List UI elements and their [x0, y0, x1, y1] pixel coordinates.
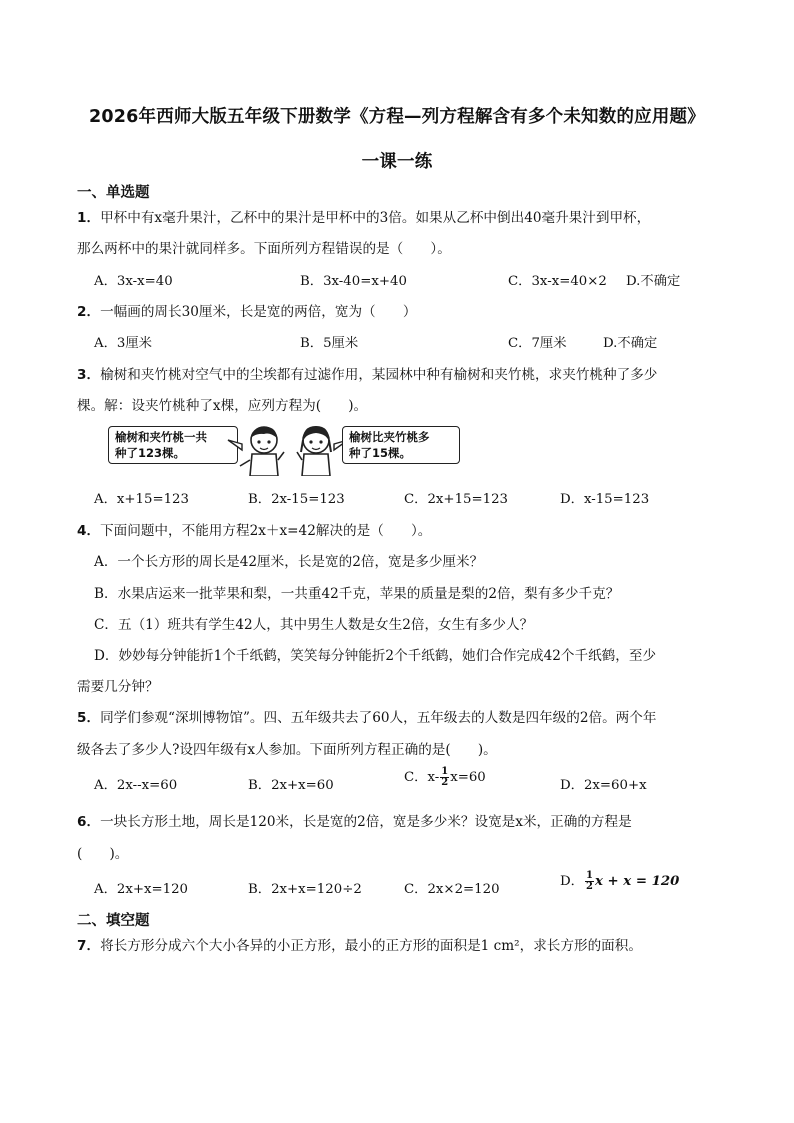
question-3-line-2: 棵。解：设夹竹桃种了x棵，应列方程为( )。 [77, 398, 368, 414]
speech-bubble-right [342, 426, 460, 464]
q3-option-a[interactable]: A．x+15=123 [94, 492, 189, 507]
question-1-line-1 [77, 206, 650, 226]
q1-option-d[interactable]: D.不确定 [626, 274, 681, 289]
page-title: 2026年西师大版五年级下册数学《方程—列方程解含有多个未知数的应用题》 [89, 107, 705, 127]
question-text: 同学们参观“深圳博物馆”。四、五年级共去了60人，五年级去的人数是四年级的2倍。两个年 [100, 710, 657, 726]
q3-option-b[interactable]: B．2x-15=123 [248, 492, 345, 507]
fraction-half [440, 767, 449, 788]
q6-option-c[interactable]: C．2x×2=120 [404, 882, 500, 897]
q4-option-a[interactable]: A．一个长方形的周长是42厘米，长是宽的2倍，宽是多少厘米？ [94, 554, 484, 570]
option-suffix: x=60 [450, 770, 486, 785]
question-5-line-1 [77, 706, 656, 726]
q3-option-d[interactable]: D．x-15=123 [560, 492, 650, 507]
question-text: 下面问题中，不能用方程2x＋x=42解决的是（ ）。 [100, 523, 432, 539]
section-heading-fill-blank: 二、填空题 [77, 913, 150, 929]
q5-option-b[interactable]: B．2x+x=60 [248, 778, 334, 793]
q5-option-c[interactable] [404, 766, 486, 788]
equation-text: x + x = 120 [594, 874, 680, 889]
q6-option-b[interactable]: B．2x+x=120÷2 [248, 882, 362, 897]
fraction-denominator: 2 [585, 881, 593, 892]
fraction-numerator: 1 [441, 766, 449, 777]
question-number: 3． [77, 367, 101, 383]
question-6-line-1 [77, 810, 632, 830]
q5-option-d[interactable]: D．2x=60+x [560, 778, 647, 793]
q4-option-c[interactable]: C．五（1）班共有学生42人，其中男生人数是女生2倍，女生有多少人？ [94, 617, 534, 633]
q1-option-c[interactable]: C．3x-x=40×2 [508, 274, 607, 289]
bubble-line: 种了15棵。 [349, 446, 412, 460]
question-text: 榆树和夹竹桃对空气中的尘埃都有过滤作用，某园林中种有榆树和夹竹桃，求夹竹桃种了多少 [100, 367, 658, 383]
question-3-line-1 [77, 363, 657, 383]
boy-illustration [226, 422, 288, 476]
question-number: 4． [77, 523, 101, 539]
q4-option-d-line-1[interactable]: D．妙妙每分钟能折1个千纸鹤，笑笑每分钟能折2个千纸鹤，她们合作完成42个千纸鹤，至少 [94, 648, 657, 664]
q3-option-c[interactable]: C．2x+15=123 [404, 492, 509, 507]
q2-option-a[interactable]: A．3厘米 [94, 336, 152, 351]
page-subtitle: 一课一练 [361, 152, 433, 172]
fraction-half [585, 871, 594, 892]
q6-option-d[interactable] [560, 870, 679, 892]
bubble-line: 种了123棵。 [115, 446, 186, 460]
question-6-line-2: ( )。 [77, 846, 129, 862]
q4-option-b[interactable]: B．水果店运来一批苹果和梨，一共重42千克，苹果的质量是梨的2倍，梨有多少千克？ [94, 586, 620, 602]
option-prefix: C．x- [404, 770, 440, 785]
section-heading-single-choice: 一、单选题 [77, 185, 150, 201]
question-text: 一块长方形土地，周长是120米，长是宽的2倍，宽是多少米？设宽是x米，正确的方程是 [100, 814, 632, 830]
q1-option-b[interactable]: B．3x-40=x+40 [300, 274, 407, 289]
q2-option-d[interactable]: D.不确定 [603, 336, 658, 351]
q2-option-b[interactable]: B．5厘米 [300, 336, 359, 351]
question-text: 一幅画的周长30厘米，长是宽的两倍，宽为（ ） [100, 304, 417, 320]
question-number: 7． [77, 938, 101, 954]
option-prefix: D． [560, 874, 584, 889]
question-number: 6． [77, 814, 101, 830]
question-4-line-1 [77, 519, 431, 539]
question-number: 2． [77, 304, 101, 320]
question-text: 甲杯中有x毫升果汁，乙杯中的果汁是甲杯中的3倍。如果从乙杯中倒出40毫升果汁到甲杯， [100, 210, 651, 226]
speech-bubble-left [108, 426, 238, 464]
question-7-line-1 [77, 934, 642, 954]
bubble-line: 榆树和夹竹桃一共 [115, 430, 207, 444]
question-1-line-2: 那么两杯中的果汁就同样多。下面所列方程错误的是（ ）。 [77, 241, 451, 257]
fraction-denominator: 2 [441, 777, 449, 788]
q4-option-d-line-2: 需要几分钟？ [77, 679, 159, 695]
q5-option-a[interactable]: A．2x--x=60 [94, 778, 178, 793]
question-text: 将长方形分成六个大小各异的小正方形，最小的正方形的面积是1 cm²，求长方形的面积。 [100, 938, 642, 954]
q2-option-c[interactable]: C．7厘米 [508, 336, 567, 351]
question-number: 5． [77, 710, 101, 726]
fraction-numerator: 1 [585, 870, 593, 881]
question-number: 1． [77, 210, 101, 226]
q6-option-a[interactable]: A．2x+x=120 [94, 882, 189, 897]
bubble-line: 榆树比夹竹桃多 [349, 430, 430, 444]
question-5-line-2: 级各去了多少人?设四年级有x人参加。下面所列方程正确的是( )。 [77, 742, 497, 758]
question-2-line-1 [77, 300, 416, 320]
q1-option-a[interactable]: A．3x-x=40 [94, 274, 173, 289]
